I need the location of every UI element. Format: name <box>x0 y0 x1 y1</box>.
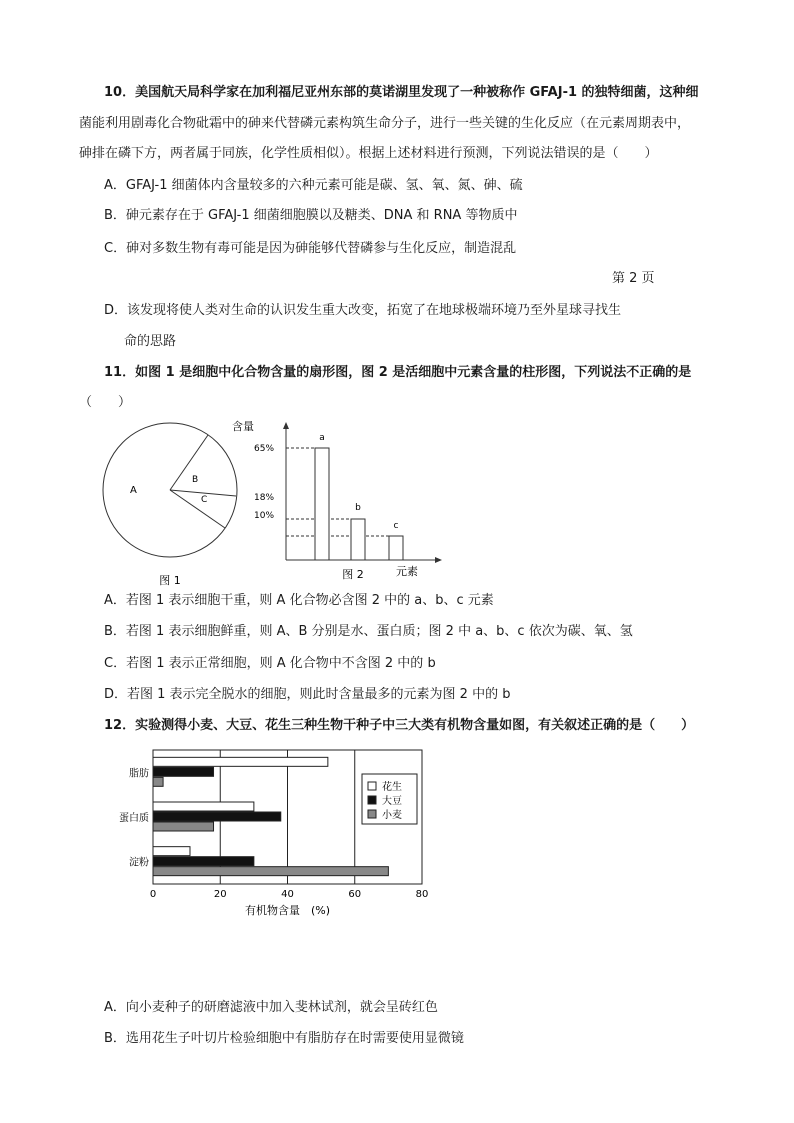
category-label-fat: 脂肪 <box>129 768 149 780</box>
x-tick-60: 60 <box>348 889 362 900</box>
organic-content-chart <box>110 744 450 924</box>
bar-0-0 <box>153 757 328 766</box>
fig2-x-arrow <box>435 557 442 563</box>
fig2-bar-c <box>389 536 403 560</box>
q10-option-b: B．砷元素存在于 GFAJ-1 细菌细胞膜以及糖类、DNA 和 RNA 等物质中 <box>104 208 518 223</box>
legend-label-wheat: 小麦 <box>382 810 402 821</box>
pie-label-c: C <box>201 495 208 505</box>
x-axis-label: 有机物含量 (%) <box>244 904 331 917</box>
bar-1-1 <box>153 812 281 821</box>
q12-option-b: B．选用花生子叶切片检验细胞中有脂肪存在时需要使用显微镜 <box>104 1031 464 1046</box>
x-tick-20: 20 <box>213 889 227 900</box>
q10-stem-line1: 10．美国航天局科学家在加利福尼亚州东部的莫诺湖里发现了一种被称作 GFAJ-1 的独特细菌，这种细 <box>104 85 699 100</box>
x-tick-80: 80 <box>415 889 429 900</box>
q11-stem-line2: （ ） <box>79 395 132 410</box>
category-label-protein: 蛋白质 <box>119 813 149 824</box>
legend-label-peanut: 花生 <box>382 782 402 793</box>
q11-option-c: C．若图 1 表示正常细胞，则 A 化合物中不含图 2 中的 b <box>104 656 436 671</box>
fig2-bar-a <box>315 448 329 560</box>
bar-1-0 <box>153 802 254 811</box>
fig2-bar-label-c: c <box>393 521 399 531</box>
figure1-caption: 图 1 <box>159 574 181 587</box>
legend-swatch-2 <box>368 810 376 818</box>
legend-swatch-0 <box>368 782 376 790</box>
q10-stem-line2: 菌能利用剧毒化合物砒霜中的砷来代替磷元素构筑生命分子，进行一些关键的生化反应（在元素周期表中， <box>79 116 691 131</box>
q11-stem-line1: 11．如图 1 是细胞中化合物含量的扇形图，图 2 是活细胞中元素含量的柱形图，下列说法不正确的是 <box>104 365 692 380</box>
bar-1-2 <box>153 822 214 831</box>
x-tick-40: 40 <box>281 889 294 900</box>
q10-option-c: C．砷对多数生物有毒可能是因为砷能够代替磷参与生化反应，制造混乱 <box>104 241 517 256</box>
bar-2-1 <box>153 857 254 866</box>
pie-label-b: B <box>192 475 199 485</box>
q10-option-a: A．GFAJ-1 细菌体内含量较多的六种元素可能是碳、氢、氧、氮、砷、硫 <box>104 178 523 193</box>
fig2-tick-18: 18% <box>254 493 275 503</box>
q11-option-a: A．若图 1 表示细胞干重，则 A 化合物必含图 2 中的 a、b、c 元素 <box>104 593 494 608</box>
fig2-x-label: 元素 <box>396 565 418 578</box>
x-tick-0: 0 <box>149 889 157 900</box>
q11-option-d: D．若图 1 表示完全脱水的细胞，则此时含量最多的元素为图 2 中的 b <box>104 687 511 702</box>
q12-stem: 12．实验测得小麦、大豆、花生三种生物干种子中三大类有机物含量如图，有关叙述正确的是（ ） <box>104 718 695 733</box>
page-number: 第 2 页 <box>612 271 655 286</box>
figure2-caption: 图 2 <box>342 568 364 581</box>
pie-label-a: A <box>130 485 137 496</box>
fig2-y-arrow <box>283 422 289 429</box>
bar-2-2 <box>153 867 388 876</box>
q10-option-d-line2: 命的思路 <box>124 334 177 349</box>
fig2-bar-label-b: b <box>355 503 361 513</box>
category-label-starch: 淀粉 <box>129 857 149 869</box>
figure2-bars <box>228 418 450 583</box>
bar-0-1 <box>153 767 214 776</box>
fig2-y-label: 含量 <box>232 420 254 433</box>
legend-swatch-1 <box>368 796 376 804</box>
q12-option-a: A．向小麦种子的研磨滤液中加入斐林试剂，就会呈砖红色 <box>104 1000 438 1015</box>
fig2-tick-65: 65% <box>254 444 275 454</box>
q10-option-d-line1: D．该发现将使人类对生命的认识发生重大改变，拓宽了在地球极端环境乃至外星球寻找生 <box>104 303 622 318</box>
bar-0-2 <box>153 777 163 786</box>
legend-label-soybean: 大豆 <box>382 796 402 807</box>
fig2-bar-label-a: a <box>319 433 325 443</box>
figure1-pie <box>100 420 240 590</box>
fig2-tick-10: 10% <box>254 511 275 521</box>
bar-2-0 <box>153 847 190 856</box>
fig2-bar-b <box>351 519 365 560</box>
q10-stem-line3: 砷排在磷下方，两者属于同族，化学性质相似）。根据上述材料进行预测，下列说法错误的是（ ） <box>79 146 658 161</box>
q11-option-b: B．若图 1 表示细胞鲜重，则 A、B 分别是水、蛋白质；图 2 中 a、b、c 依次为碳、氧、氢 <box>104 624 633 639</box>
